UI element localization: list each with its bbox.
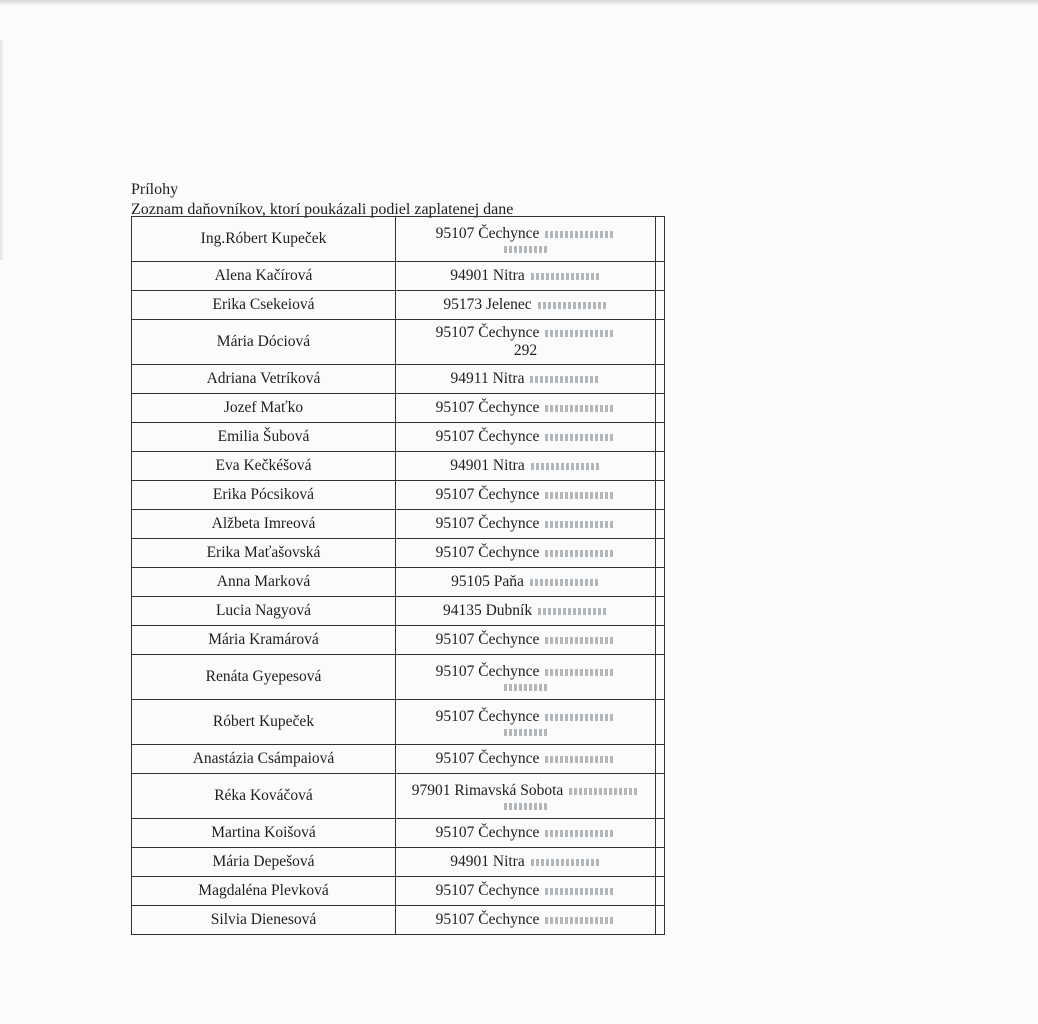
redacted-street [538, 608, 608, 615]
address-text: 94135 Dubník [442, 602, 533, 619]
taxpayer-address [396, 394, 656, 423]
taxpayer-name: Mária Depešová [132, 848, 396, 877]
address-text: 94901 Nitra [450, 267, 525, 284]
redacted-street [545, 405, 615, 412]
redacted-house-number [504, 729, 548, 736]
empty-cell [656, 423, 665, 452]
table-row [132, 539, 665, 568]
redacted-street [545, 330, 615, 337]
empty-cell [656, 906, 665, 935]
address-text: 95107 Čechynce [435, 824, 540, 841]
redacted-street [531, 859, 601, 866]
empty-cell [656, 774, 665, 819]
redacted-street [545, 917, 615, 924]
taxpayer-address [396, 262, 656, 291]
table-row [132, 906, 665, 935]
table-row [132, 774, 665, 819]
taxpayer-name: Mária Kramárová [132, 626, 396, 655]
taxpayer-name: Renáta Gyepesová [132, 655, 396, 700]
document-heading [131, 180, 513, 220]
redacted-street [545, 434, 615, 441]
table-row [132, 394, 665, 423]
empty-cell [656, 597, 665, 626]
empty-cell [656, 320, 665, 365]
redacted-street [545, 550, 615, 557]
table-row [132, 597, 665, 626]
taxpayer-name: Réka Kováčová [132, 774, 396, 819]
taxpayer-address [396, 423, 656, 452]
table-row [132, 423, 665, 452]
redacted-street [545, 830, 615, 837]
scan-edge [0, 0, 1038, 6]
address-text: 95105 Paňa [451, 573, 524, 590]
empty-cell [656, 745, 665, 774]
taxpayer-name: Emilia Šubová [132, 423, 396, 452]
empty-cell [656, 539, 665, 568]
address-text: 95107 Čechynce [435, 399, 540, 416]
taxpayer-name: Anna Marková [132, 568, 396, 597]
empty-cell [656, 262, 665, 291]
taxpayer-address [396, 568, 656, 597]
empty-cell [656, 700, 665, 745]
table-row [132, 365, 665, 394]
taxpayer-name: Adriana Vetríková [132, 365, 396, 394]
table-row [132, 320, 665, 365]
redacted-street [545, 888, 615, 895]
redacted-street [545, 231, 615, 238]
taxpayer-name: Ing.Róbert Kupeček [132, 217, 396, 262]
table-row [132, 481, 665, 510]
empty-cell [656, 217, 665, 262]
taxpayer-name: Anastázia Csámpaiová [132, 745, 396, 774]
address-line2: 292 [513, 342, 538, 359]
taxpayer-table-body [132, 217, 665, 935]
taxpayer-name: Alena Kačírová [132, 262, 396, 291]
redacted-street [531, 273, 601, 280]
taxpayer-address [396, 848, 656, 877]
taxpayer-address [396, 597, 656, 626]
address-text: 95107 Čechynce [435, 631, 540, 648]
address-text: 95107 Čechynce [435, 428, 540, 445]
taxpayer-name: Alžbeta Imreová [132, 510, 396, 539]
taxpayer-address [396, 291, 656, 320]
taxpayer-name: Róbert Kupeček [132, 700, 396, 745]
taxpayer-address [396, 626, 656, 655]
address-text: 95107 Čechynce [435, 324, 540, 341]
address-text: 95173 Jelenec [443, 296, 532, 313]
taxpayer-name: Erika Csekeiová [132, 291, 396, 320]
taxpayer-address [396, 745, 656, 774]
taxpayer-address [396, 510, 656, 539]
table-row [132, 452, 665, 481]
address-text: 94901 Nitra [450, 853, 525, 870]
address-text: 95107 Čechynce [435, 225, 540, 242]
address-text: 95107 Čechynce [435, 515, 540, 532]
redacted-street [545, 521, 615, 528]
empty-cell [656, 848, 665, 877]
taxpayer-address [396, 365, 656, 394]
empty-cell [656, 568, 665, 597]
address-text: 95107 Čechynce [435, 882, 540, 899]
taxpayer-address [396, 481, 656, 510]
redacted-street [530, 579, 600, 586]
taxpayer-address [396, 539, 656, 568]
taxpayer-name: Jozef Maťko [132, 394, 396, 423]
redacted-street [569, 788, 639, 795]
table-row [132, 510, 665, 539]
taxpayer-address [396, 774, 656, 819]
taxpayer-table-container [131, 216, 665, 935]
address-text: 95107 Čechynce [435, 708, 540, 725]
scan-shadow [0, 40, 4, 260]
taxpayer-address [396, 700, 656, 745]
address-text: 97901 Rimavská Sobota [411, 782, 564, 799]
empty-cell [656, 510, 665, 539]
table-row [132, 655, 665, 700]
table-row [132, 626, 665, 655]
address-text: 95107 Čechynce [435, 663, 540, 680]
redacted-street [545, 756, 615, 763]
taxpayer-address [396, 217, 656, 262]
redacted-house-number [504, 803, 548, 810]
taxpayer-name: Erika Pócsiková [132, 481, 396, 510]
taxpayer-address [396, 819, 656, 848]
redacted-street [545, 714, 615, 721]
redacted-street [545, 492, 615, 499]
address-text: 95107 Čechynce [435, 544, 540, 561]
table-row [132, 291, 665, 320]
table-row [132, 262, 665, 291]
taxpayer-address [396, 655, 656, 700]
taxpayer-address [396, 320, 656, 365]
address-text: 94901 Nitra [450, 457, 525, 474]
redacted-house-number [504, 684, 548, 691]
table-row [132, 819, 665, 848]
address-text: 95107 Čechynce [435, 486, 540, 503]
taxpayer-name: Magdaléna Plevková [132, 877, 396, 906]
table-row [132, 877, 665, 906]
taxpayer-name: Mária Dóciová [132, 320, 396, 365]
taxpayer-name: Lucia Nagyová [132, 597, 396, 626]
taxpayer-name: Eva Kečkéšová [132, 452, 396, 481]
redacted-street [545, 637, 615, 644]
taxpayer-address [396, 906, 656, 935]
table-row [132, 848, 665, 877]
empty-cell [656, 481, 665, 510]
attachments-label: Prílohy [131, 181, 179, 198]
address-text: 95107 Čechynce [435, 911, 540, 928]
taxpayer-name: Erika Maťašovská [132, 539, 396, 568]
redacted-street [530, 376, 600, 383]
taxpayer-address [396, 452, 656, 481]
table-row [132, 745, 665, 774]
empty-cell [656, 877, 665, 906]
address-text: 94911 Nitra [450, 370, 525, 387]
empty-cell [656, 365, 665, 394]
table-row [132, 568, 665, 597]
taxpayer-name: Martina Koišová [132, 819, 396, 848]
empty-cell [656, 626, 665, 655]
redacted-street [538, 302, 608, 309]
empty-cell [656, 452, 665, 481]
taxpayer-table [131, 216, 665, 935]
redacted-house-number [504, 246, 548, 253]
redacted-street [545, 669, 615, 676]
table-row [132, 700, 665, 745]
table-row [132, 217, 665, 262]
taxpayer-name: Silvia Dienesová [132, 906, 396, 935]
empty-cell [656, 819, 665, 848]
address-text: 95107 Čechynce [435, 750, 540, 767]
list-title: Zoznam daňovníkov, ktorí poukázali podiel zaplatenej dane [131, 201, 514, 218]
redacted-street [531, 463, 601, 470]
empty-cell [656, 394, 665, 423]
empty-cell [656, 655, 665, 700]
taxpayer-address [396, 877, 656, 906]
empty-cell [656, 291, 665, 320]
